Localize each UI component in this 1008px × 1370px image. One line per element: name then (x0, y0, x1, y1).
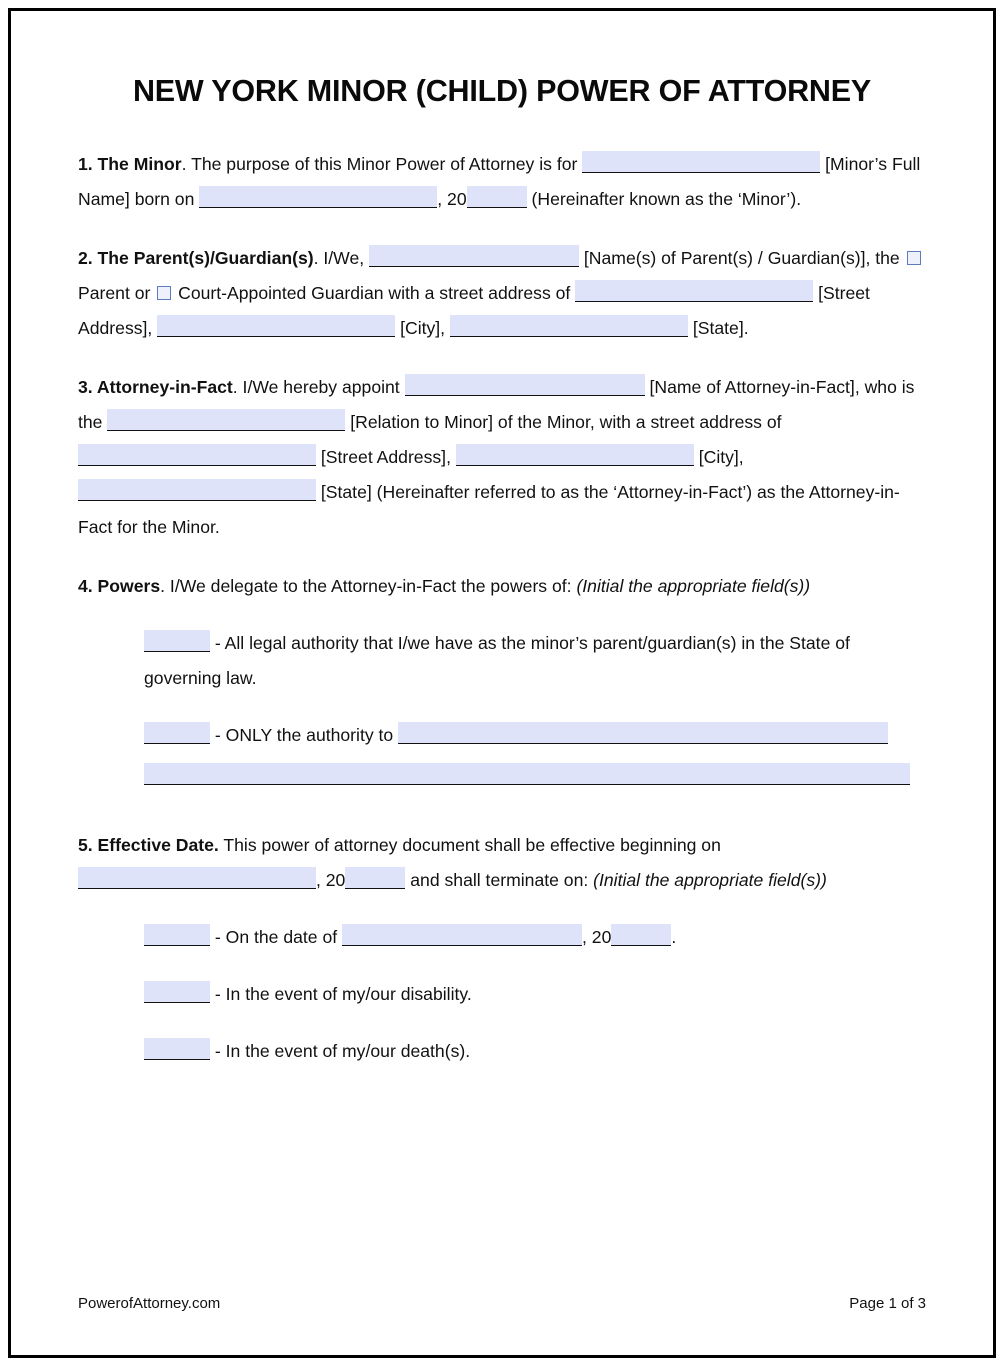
section-1-text-2: [Minor’s Full Name] born on (78, 154, 921, 209)
document-body (16, 147, 988, 1069)
section-5-text-2: , 20 (316, 870, 346, 890)
minor-full-name-field[interactable] (582, 151, 820, 173)
section-5-text-1: This power of attorney document shall be effective beginning on (218, 835, 721, 855)
section-attorney-in-fact (78, 370, 926, 545)
termination-year-field[interactable] (611, 924, 671, 946)
section-5-heading: 5. Effective Date. (78, 835, 219, 855)
minor-birth-date-field[interactable] (199, 186, 437, 208)
court-appointed-guardian-checkbox[interactable] (157, 286, 171, 300)
section-3-text-3: [Relation to Minor] of the Minor, with a street address of (350, 412, 782, 432)
section-2-text-1: . I/We, (313, 248, 370, 268)
document-page (16, 16, 988, 1350)
termination-option-2-initial-field[interactable] (144, 981, 210, 1003)
termination-option-3-label: - In the event of my/our death(s). (210, 1041, 471, 1061)
powers-option-2-description-field-line2[interactable] (144, 763, 910, 785)
section-2-text-3: Parent or (78, 283, 156, 303)
section-3-text-2: [Name of Attorney-in-Fact], who is the (78, 377, 915, 432)
termination-option-1-initial-field[interactable] (144, 924, 210, 946)
section-3-text-6: [State] (Hereinafter referred to as the ‘Attorney-in-Fact’) as the Attorney-in-Fact for the Minor. (78, 482, 900, 537)
attorney-street-address-field[interactable] (78, 444, 316, 466)
parent-state-field[interactable] (450, 315, 688, 337)
termination-option-2-label: - In the event of my/our disability. (210, 984, 472, 1004)
section-3-text-4: [Street Address], (320, 447, 456, 467)
section-1-heading: 1. The Minor (78, 154, 182, 174)
powers-option-2-label: - ONLY the authority to (210, 725, 399, 745)
parent-city-field[interactable] (157, 315, 395, 337)
section-5-text-3: and shall terminate on: (405, 870, 594, 890)
footer-site-name: PowerofAttorney.com (78, 1295, 221, 1312)
parent-guardian-name-field[interactable] (369, 245, 579, 267)
effective-year-field[interactable] (345, 867, 405, 889)
section-3-text-5: [City], (698, 447, 744, 467)
termination-date-field[interactable] (342, 924, 582, 946)
section-1-text-1: . The purpose of this Minor Power of Attorney is for (181, 154, 583, 174)
section-2-text-6: [City], (400, 318, 450, 338)
section-2-text-5: [Street Address], (78, 283, 870, 338)
termination-option-1-label-c: . (671, 927, 677, 947)
section-4-text-1: . I/We delegate to the Attorney-in-Fact the powers of: (160, 576, 577, 596)
powers-option-1-initial-field[interactable] (144, 630, 210, 652)
attorney-name-field[interactable] (405, 374, 645, 396)
section-2-text-2: [Name(s) of Parent(s) / Guardian(s)], the (583, 248, 905, 268)
section-2-heading: 2. The Parent(s)/Guardian(s) (78, 248, 314, 268)
footer-page-number: Page 1 of 3 (849, 1295, 926, 1312)
section-the-minor (78, 147, 926, 217)
section-3-text-1: . I/We hereby appoint (232, 377, 405, 397)
powers-option-1-label: - All legal authority that I/we have as the minor’s parent/guardian(s) in the State of governing law. (144, 633, 850, 688)
page-title: NEW YORK MINOR (CHILD) POWER OF ATTORNEY (132, 74, 872, 108)
section-5-instruction: (Initial the appropriate field(s)) (593, 870, 827, 890)
effective-date-field[interactable] (78, 867, 316, 889)
document-page-border (8, 8, 996, 1358)
termination-option-3-initial-field[interactable] (144, 1038, 210, 1060)
section-3-heading: 3. Attorney-in-Fact (78, 377, 233, 397)
page-footer (78, 1295, 926, 1312)
powers-option-2-description-field-line1[interactable] (398, 722, 888, 744)
termination-option-1-label-b: , 20 (582, 927, 612, 947)
minor-birth-year-field[interactable] (467, 186, 527, 208)
powers-option-2-initial-field[interactable] (144, 722, 210, 744)
section-4-instruction: (Initial the appropriate field(s)) (576, 576, 811, 596)
attorney-relation-field[interactable] (107, 409, 345, 431)
section-2-text-7: [State]. (692, 318, 749, 338)
section-4-heading: 4. Powers (78, 576, 161, 596)
section-effective-date (78, 828, 926, 1069)
attorney-city-field[interactable] (456, 444, 694, 466)
section-1-text-3: , 20 (437, 189, 467, 209)
parent-street-address-field[interactable] (575, 280, 813, 302)
termination-option-1-label-a: - On the date of (210, 927, 343, 947)
section-parents-guardians (78, 241, 926, 346)
section-1-text-4: (Hereinafter known as the ‘Minor’). (526, 189, 802, 209)
attorney-state-field[interactable] (78, 479, 316, 501)
parent-checkbox[interactable] (907, 251, 921, 265)
section-2-text-4: Court-Appointed Guardian with a street address of (173, 283, 576, 303)
section-powers (78, 569, 926, 794)
